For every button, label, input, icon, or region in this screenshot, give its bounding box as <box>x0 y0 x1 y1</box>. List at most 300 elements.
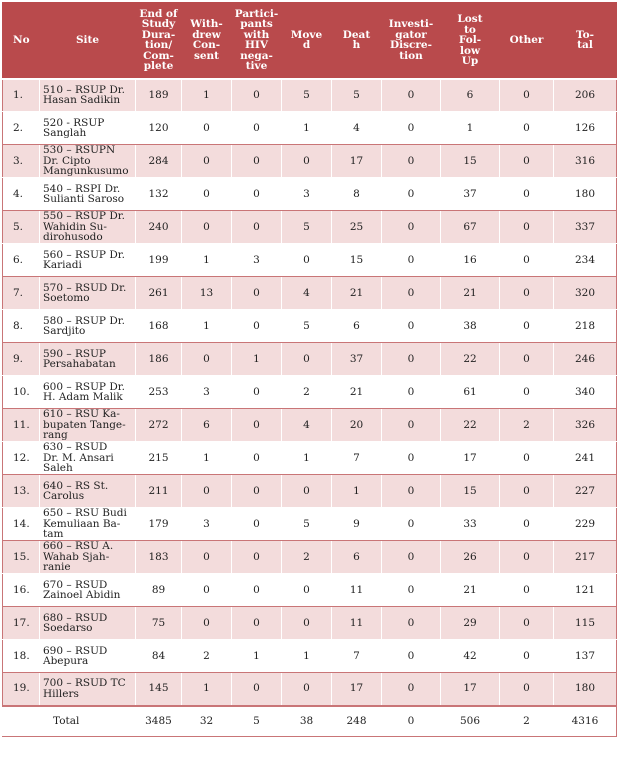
row-number-cell: 14. <box>3 508 40 541</box>
site-name-line: 640 – RS St. <box>43 479 109 492</box>
withdrew-cell: 1 <box>182 442 232 475</box>
lost-cell: 29 <box>441 607 500 640</box>
total-cell: 320 <box>554 277 617 310</box>
lost-cell: 37 <box>441 178 500 211</box>
total-cell: 337 <box>554 211 617 244</box>
lost-cell: 22 <box>441 409 500 442</box>
moved-cell: 5 <box>282 211 332 244</box>
total-hiv-cell: 5 <box>232 706 282 737</box>
withdrew-cell: 0 <box>182 145 232 178</box>
investigator-cell: 0 <box>382 574 441 607</box>
investigator-cell: 0 <box>382 112 441 145</box>
site-name-line: Soetomo <box>43 292 90 304</box>
total-moved-cell: 38 <box>282 706 332 737</box>
column-header-text: tive <box>245 60 268 73</box>
hiv-cell: 0 <box>232 475 282 508</box>
site-name-line: 590 – RSUP <box>43 347 106 360</box>
site-cell <box>40 673 136 706</box>
site-name-line: 670 – RSUD <box>43 578 108 591</box>
row-number-cell: 19. <box>3 673 40 706</box>
hiv-cell: 0 <box>232 277 282 310</box>
column-header-text: drew <box>192 28 221 41</box>
site-cell <box>40 244 136 277</box>
hiv-cell: 0 <box>232 310 282 343</box>
hiv-cell: 1 <box>232 640 282 673</box>
site-name-line: 610 – RSU Ka- <box>43 408 120 421</box>
site-name-line: 530 – RSUPN <box>43 144 116 157</box>
lost-cell: 15 <box>441 475 500 508</box>
hiv-cell: 0 <box>232 574 282 607</box>
investigator-cell: 0 <box>382 475 441 508</box>
table-body <box>3 79 617 737</box>
moved-cell: 1 <box>282 112 332 145</box>
column-header-total <box>554 3 617 79</box>
lost-cell: 22 <box>441 343 500 376</box>
total-cell: 246 <box>554 343 617 376</box>
death-cell: 8 <box>332 178 382 211</box>
site-name-line: Mangunkusumo <box>43 165 129 178</box>
site-cell <box>40 277 136 310</box>
end-cell: 186 <box>136 343 182 376</box>
site-name-line: Wahab Sjah- <box>43 550 110 563</box>
other-cell: 0 <box>500 145 554 178</box>
column-header-lost <box>441 3 500 79</box>
total-cell: 218 <box>554 310 617 343</box>
moved-cell: 0 <box>282 607 332 640</box>
site-name-line: Wahidin Su- <box>43 220 107 233</box>
row-number-cell: 18. <box>3 640 40 673</box>
column-header-text: Investi- <box>388 18 434 31</box>
total-end-cell: 3485 <box>136 706 182 737</box>
withdrew-cell: 0 <box>182 574 232 607</box>
end-cell: 215 <box>136 442 182 475</box>
table-row <box>3 277 617 310</box>
hiv-cell: 0 <box>232 376 282 409</box>
end-cell: 84 <box>136 640 182 673</box>
site-name-line: 540 – RSPI Dr. <box>43 182 121 195</box>
moved-cell: 5 <box>282 79 332 112</box>
moved-cell: 1 <box>282 442 332 475</box>
column-header-text: Com- <box>143 49 174 62</box>
total-cell: 316 <box>554 145 617 178</box>
total-cell: 180 <box>554 673 617 706</box>
other-cell: 0 <box>500 442 554 475</box>
other-cell: 0 <box>500 376 554 409</box>
death-cell: 20 <box>332 409 382 442</box>
header-row <box>3 3 617 79</box>
hiv-cell: 0 <box>232 145 282 178</box>
column-header-text: Lost <box>457 13 483 25</box>
moved-cell: 4 <box>282 277 332 310</box>
site-cell <box>40 310 136 343</box>
moved-cell: 5 <box>282 310 332 343</box>
site-name-line: tam <box>43 528 64 541</box>
site-name-line: ranie <box>43 561 71 574</box>
site-cell <box>40 607 136 640</box>
other-cell: 0 <box>500 673 554 706</box>
row-number-cell: 8. <box>3 310 40 343</box>
other-cell: 2 <box>500 409 554 442</box>
investigator-cell: 0 <box>382 79 441 112</box>
site-name-line: Kemuliaan Ba- <box>43 517 121 530</box>
investigator-cell: 0 <box>382 607 441 640</box>
total-cell: 217 <box>554 541 617 574</box>
site-cell <box>40 574 136 607</box>
total-cell: 340 <box>554 376 617 409</box>
withdrew-cell: 13 <box>182 277 232 310</box>
row-number-cell: 4. <box>3 178 40 211</box>
column-header-hiv <box>232 3 282 79</box>
column-header-text: Dura- <box>141 28 176 41</box>
moved-cell: 1 <box>282 640 332 673</box>
total-cell: 326 <box>554 409 617 442</box>
column-header-no <box>3 3 40 79</box>
table-row <box>3 178 617 211</box>
investigator-cell: 0 <box>382 145 441 178</box>
total-cell: 241 <box>554 442 617 475</box>
site-name-line: Carolus <box>43 490 85 502</box>
column-header-text: to <box>464 23 476 36</box>
total-death-cell: 248 <box>332 706 382 737</box>
table-row <box>3 442 617 475</box>
end-cell: 75 <box>136 607 182 640</box>
moved-cell: 0 <box>282 244 332 277</box>
total-cell: 115 <box>554 607 617 640</box>
withdrew-cell: 0 <box>182 343 232 376</box>
end-cell: 145 <box>136 673 182 706</box>
hiv-cell: 0 <box>232 409 282 442</box>
investigator-cell: 0 <box>382 211 441 244</box>
total-cell: 180 <box>554 178 617 211</box>
site-cell <box>40 508 136 541</box>
other-cell: 0 <box>500 541 554 574</box>
column-header-death <box>332 3 382 79</box>
death-cell: 21 <box>332 277 382 310</box>
total-investigator-cell: 0 <box>382 706 441 737</box>
site-name-line: Sardjito <box>43 325 86 337</box>
site-name-line: Sulianti Saroso <box>43 193 125 205</box>
site-name-line: 650 – RSU Budi <box>43 507 127 520</box>
total-cell: 234 <box>554 244 617 277</box>
site-name-line: 680 – RSUD <box>43 611 108 624</box>
moved-cell: 4 <box>282 409 332 442</box>
site-name-line: 550 – RSUP Dr. <box>43 210 125 223</box>
column-header-site <box>40 3 136 79</box>
row-number-cell: 16. <box>3 574 40 607</box>
site-name-line: Sanglah <box>43 127 87 139</box>
withdrew-cell: 1 <box>182 310 232 343</box>
lost-cell: 17 <box>441 673 500 706</box>
withdrew-cell: 2 <box>182 640 232 673</box>
hiv-cell: 0 <box>232 541 282 574</box>
lost-cell: 16 <box>441 244 500 277</box>
death-cell: 6 <box>332 541 382 574</box>
withdrew-cell: 1 <box>182 673 232 706</box>
site-cell <box>40 475 136 508</box>
death-cell: 17 <box>332 673 382 706</box>
site-name-line: Hasan Sadikin <box>43 94 121 107</box>
column-header-text: HIV <box>245 39 268 52</box>
moved-cell: 2 <box>282 541 332 574</box>
site-cell <box>40 211 136 244</box>
site-cell <box>40 343 136 376</box>
other-cell: 0 <box>500 574 554 607</box>
site-name-line: dirohusodo <box>43 231 103 244</box>
total-lost-cell: 506 <box>441 706 500 737</box>
death-cell: 37 <box>332 343 382 376</box>
moved-cell: 0 <box>282 673 332 706</box>
investigator-cell: 0 <box>382 508 441 541</box>
table-row <box>3 475 617 508</box>
investigator-cell: 0 <box>382 343 441 376</box>
withdrew-cell: 6 <box>182 409 232 442</box>
site-name-line: Abepura <box>43 655 89 667</box>
other-cell: 0 <box>500 178 554 211</box>
end-cell: 183 <box>136 541 182 574</box>
site-name-line: bupaten Tange- <box>43 418 126 431</box>
investigator-cell: 0 <box>382 673 441 706</box>
site-name-line: Dr. M. Ansari <box>43 451 114 464</box>
table-row <box>3 607 617 640</box>
other-cell: 0 <box>500 475 554 508</box>
site-name-line: Kariadi <box>43 259 82 271</box>
column-header-text: To- <box>576 28 594 41</box>
column-header-text: Partici- <box>234 7 279 20</box>
investigator-cell: 0 <box>382 442 441 475</box>
column-header-text: sent <box>193 49 220 62</box>
column-header-text: Up <box>461 55 479 67</box>
column-header-text: with <box>243 28 270 41</box>
row-number-cell: 11. <box>3 409 40 442</box>
row-number-cell: 2. <box>3 112 40 145</box>
column-header-end <box>136 3 182 79</box>
study-completion-table <box>2 2 617 737</box>
site-cell <box>40 145 136 178</box>
table-row <box>3 508 617 541</box>
site-name-line: Hillers <box>43 687 79 700</box>
death-cell: 17 <box>332 145 382 178</box>
investigator-cell: 0 <box>382 409 441 442</box>
investigator-cell: 0 <box>382 277 441 310</box>
site-cell <box>40 541 136 574</box>
site-cell <box>40 640 136 673</box>
column-header-text: Site <box>75 34 100 46</box>
table-row <box>3 310 617 343</box>
other-cell: 0 <box>500 277 554 310</box>
hiv-cell: 0 <box>232 508 282 541</box>
row-number-cell: 5. <box>3 211 40 244</box>
total-row <box>3 706 617 737</box>
lost-cell: 38 <box>441 310 500 343</box>
site-name-line: 630 – RSUD <box>43 441 108 454</box>
table-row <box>3 211 617 244</box>
site-name-line: 510 – RSUP Dr. <box>43 83 125 96</box>
death-cell: 6 <box>332 310 382 343</box>
column-header-text: With- <box>190 18 223 31</box>
moved-cell: 2 <box>282 376 332 409</box>
lost-cell: 26 <box>441 541 500 574</box>
column-header-text: gator <box>395 28 427 41</box>
other-cell: 0 <box>500 343 554 376</box>
end-cell: 199 <box>136 244 182 277</box>
investigator-cell: 0 <box>382 541 441 574</box>
site-name-line: Persahabatan <box>43 358 116 370</box>
end-cell: 120 <box>136 112 182 145</box>
withdrew-cell: 0 <box>182 541 232 574</box>
row-number-cell: 10. <box>3 376 40 409</box>
lost-cell: 21 <box>441 277 500 310</box>
lost-cell: 33 <box>441 508 500 541</box>
withdrew-cell: 0 <box>182 178 232 211</box>
other-cell: 0 <box>500 79 554 112</box>
end-cell: 284 <box>136 145 182 178</box>
total-cell: 126 <box>554 112 617 145</box>
table-row <box>3 541 617 574</box>
lost-cell: 15 <box>441 145 500 178</box>
death-cell: 4 <box>332 112 382 145</box>
other-cell: 0 <box>500 607 554 640</box>
site-name-line: H. Adam Malik <box>43 391 123 403</box>
table-row <box>3 409 617 442</box>
end-cell: 211 <box>136 475 182 508</box>
death-cell: 15 <box>332 244 382 277</box>
end-cell: 261 <box>136 277 182 310</box>
site-cell <box>40 112 136 145</box>
table-row <box>3 574 617 607</box>
investigator-cell: 0 <box>382 244 441 277</box>
column-header-text: Other <box>509 34 544 46</box>
total-cell: 227 <box>554 475 617 508</box>
column-header-moved <box>282 3 332 79</box>
site-cell <box>40 79 136 112</box>
end-cell: 253 <box>136 376 182 409</box>
column-header-text: pants <box>240 18 273 31</box>
end-cell: 168 <box>136 310 182 343</box>
site-name-line: 660 – RSU A. <box>43 540 114 553</box>
site-cell <box>40 442 136 475</box>
row-number-cell: 6. <box>3 244 40 277</box>
row-number-cell: 7. <box>3 277 40 310</box>
moved-cell: 3 <box>282 178 332 211</box>
death-cell: 1 <box>332 475 382 508</box>
column-header-text: h <box>352 39 361 52</box>
total-cell: 229 <box>554 508 617 541</box>
site-cell <box>40 409 136 442</box>
lost-cell: 61 <box>441 376 500 409</box>
end-cell: 189 <box>136 79 182 112</box>
death-cell: 9 <box>332 508 382 541</box>
table-row <box>3 79 617 112</box>
other-cell: 0 <box>500 211 554 244</box>
table-container <box>2 2 616 737</box>
hiv-cell: 0 <box>232 442 282 475</box>
total-cell: 121 <box>554 574 617 607</box>
withdrew-cell: 3 <box>182 508 232 541</box>
moved-cell: 5 <box>282 508 332 541</box>
row-number-cell: 13. <box>3 475 40 508</box>
column-header-text: No <box>13 34 30 46</box>
investigator-cell: 0 <box>382 310 441 343</box>
column-header-text: low <box>459 44 481 57</box>
moved-cell: 0 <box>282 343 332 376</box>
site-name-line: 690 – RSUD <box>43 644 108 657</box>
column-header-text: End of <box>139 7 178 20</box>
other-cell: 0 <box>500 310 554 343</box>
total-total-cell: 4316 <box>554 706 617 737</box>
column-header-text: tal <box>577 39 593 52</box>
moved-cell: 0 <box>282 145 332 178</box>
site-name-line: Saleh <box>43 462 73 475</box>
death-cell: 21 <box>332 376 382 409</box>
lost-cell: 1 <box>441 112 500 145</box>
row-number-cell: 17. <box>3 607 40 640</box>
column-header-text: tion <box>399 49 423 62</box>
table-row <box>3 244 617 277</box>
withdrew-cell: 0 <box>182 607 232 640</box>
total-cell: 137 <box>554 640 617 673</box>
hiv-cell: 3 <box>232 244 282 277</box>
lost-cell: 17 <box>441 442 500 475</box>
column-header-other <box>500 3 554 79</box>
end-cell: 132 <box>136 178 182 211</box>
investigator-cell: 0 <box>382 640 441 673</box>
death-cell: 25 <box>332 211 382 244</box>
column-header-text: Fol- <box>458 34 482 46</box>
column-header-text: Deat <box>342 28 371 41</box>
table-row <box>3 145 617 178</box>
withdrew-cell: 0 <box>182 211 232 244</box>
column-header-text: Move <box>290 28 323 41</box>
column-header-text: tion/ <box>144 39 173 52</box>
site-name-line: Zainoel Abidin <box>43 589 121 601</box>
withdrew-cell: 0 <box>182 112 232 145</box>
end-cell: 89 <box>136 574 182 607</box>
site-name-line: 580 – RSUP Dr. <box>43 314 125 327</box>
column-header-investigator <box>382 3 441 79</box>
table-row <box>3 343 617 376</box>
end-cell: 240 <box>136 211 182 244</box>
site-name-line: 700 – RSUD TC <box>43 677 126 690</box>
table-row <box>3 673 617 706</box>
other-cell: 0 <box>500 508 554 541</box>
end-cell: 272 <box>136 409 182 442</box>
death-cell: 11 <box>332 607 382 640</box>
end-cell: 179 <box>136 508 182 541</box>
hiv-cell: 0 <box>232 178 282 211</box>
hiv-cell: 0 <box>232 673 282 706</box>
site-name-line: 600 – RSUP Dr. <box>43 380 125 393</box>
total-other-cell: 2 <box>500 706 554 737</box>
hiv-cell: 0 <box>232 112 282 145</box>
death-cell: 11 <box>332 574 382 607</box>
site-name-line: 570 – RSUD Dr. <box>43 281 127 294</box>
column-header-text: Discre- <box>390 39 432 52</box>
table-row <box>3 376 617 409</box>
column-header-text: Con- <box>192 39 221 52</box>
lost-cell: 67 <box>441 211 500 244</box>
other-cell: 0 <box>500 244 554 277</box>
total-label: Total <box>3 706 136 737</box>
other-cell: 0 <box>500 640 554 673</box>
site-name-line: Soedarso <box>43 622 93 634</box>
other-cell: 0 <box>500 112 554 145</box>
row-number-cell: 12. <box>3 442 40 475</box>
row-number-cell: 15. <box>3 541 40 574</box>
column-header-text: plete <box>143 60 174 73</box>
site-name-line: rang <box>43 429 68 442</box>
withdrew-cell: 1 <box>182 244 232 277</box>
site-cell <box>40 178 136 211</box>
